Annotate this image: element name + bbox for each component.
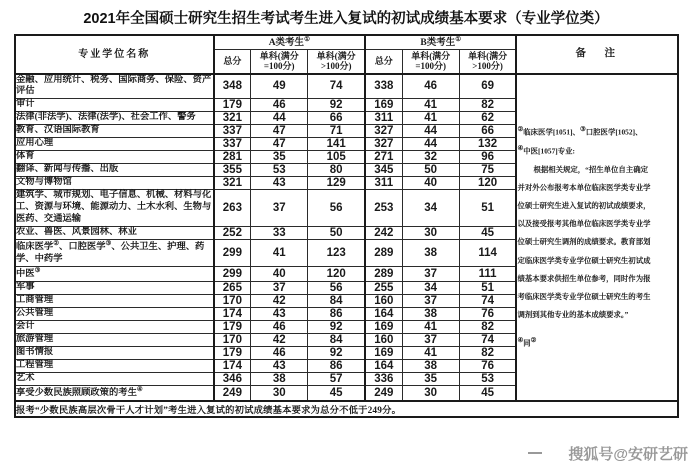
remark-line: 根据相关规定，“招生单位自主确定 xyxy=(533,164,648,174)
cell-a-single-eq100: 41 xyxy=(251,240,308,267)
footnote-row xyxy=(15,401,678,417)
cell-b-single-gt100: 45 xyxy=(459,227,516,240)
cell-a-single-gt100: 105 xyxy=(308,151,365,164)
cell-b-total: 345 xyxy=(365,164,402,177)
cell-b-single-eq100: 35 xyxy=(402,372,459,385)
cell-major-name: 会计 xyxy=(15,320,214,333)
remark-line: 定临床医学类专业学位硕士研究生初试成 xyxy=(517,255,651,265)
cell-b-single-eq100: 41 xyxy=(402,99,459,112)
footnote-marker: ② xyxy=(517,125,524,133)
header-group-a: A类考生① xyxy=(214,35,365,50)
cell-a-single-eq100: 38 xyxy=(251,372,308,385)
cell-b-total: 327 xyxy=(365,138,402,151)
cell-a-single-gt100: 80 xyxy=(308,164,365,177)
remark-line: 考临床医学类专业学位硕士研究生的考生 xyxy=(517,291,651,301)
cell-b-total: 311 xyxy=(365,177,402,190)
cell-b-total: 242 xyxy=(365,227,402,240)
cell-b-total: 255 xyxy=(365,281,402,294)
cell-b-single-eq100: 32 xyxy=(402,151,459,164)
header-major-name: 专业学位名称 xyxy=(15,35,214,74)
cell-b-total: 169 xyxy=(365,346,402,359)
cell-a-single-gt100: 92 xyxy=(308,346,365,359)
cell-major-name: 旅游管理 xyxy=(15,333,214,346)
footnote-marker: ④ xyxy=(136,385,143,393)
remark-line: 并对外公布报考本单位临床医学类专业学 xyxy=(517,183,651,193)
cell-b-single-gt100: 75 xyxy=(459,164,516,177)
cell-b-single-eq100: 41 xyxy=(402,320,459,333)
cell-a-single-gt100: 123 xyxy=(308,240,365,267)
cell-a-total: 299 xyxy=(214,266,251,281)
cell-b-single-gt100: 111 xyxy=(459,266,516,281)
score-requirements-table xyxy=(14,34,679,418)
footnote-marker: ④ xyxy=(517,145,524,153)
cell-b-total: 327 xyxy=(365,125,402,138)
cell-b-single-gt100: 62 xyxy=(459,112,516,125)
cell-a-single-gt100: 57 xyxy=(308,372,365,385)
cell-a-single-gt100: 92 xyxy=(308,320,365,333)
cell-major-name: 临床医学②、口腔医学③、公共卫生、护理、药学、中药学 xyxy=(15,240,214,267)
header-group-b: B类考生① xyxy=(365,35,516,50)
remark-line: ④同② xyxy=(517,337,537,348)
cell-b-total: 336 xyxy=(365,372,402,385)
cell-a-total: 179 xyxy=(214,346,251,359)
header-remark: 备 注 xyxy=(516,35,678,74)
cell-remark xyxy=(516,74,678,401)
footnote-marker: ② xyxy=(530,337,537,345)
cell-b-single-eq100: 37 xyxy=(402,266,459,281)
cell-b-single-eq100: 41 xyxy=(402,346,459,359)
cell-a-single-eq100: 42 xyxy=(251,333,308,346)
cell-a-single-gt100: 141 xyxy=(308,138,365,151)
cell-major-name: 翻译、新闻与传播、出版 xyxy=(15,164,214,177)
cell-a-single-gt100: 71 xyxy=(308,125,365,138)
cell-a-total: 337 xyxy=(214,138,251,151)
cell-major-name: 审计 xyxy=(15,99,214,112)
header-b-single-eq100: 单科(满分 =100分) xyxy=(402,50,459,74)
footnote-marker: ② xyxy=(53,240,60,248)
cell-a-single-gt100: 92 xyxy=(308,99,365,112)
header-a-total: 总分 xyxy=(214,50,251,74)
remark-line: ④中医[1057]专业: xyxy=(517,145,575,156)
header-a-single-eq100: 单科(满分 =100分) xyxy=(251,50,308,74)
cell-b-single-eq100: 34 xyxy=(402,281,459,294)
cell-b-single-gt100: 82 xyxy=(459,346,516,359)
cell-b-total: 311 xyxy=(365,112,402,125)
header-row-groups xyxy=(15,35,678,50)
cell-major-name: 法律(非法学)、法律(法学)、社会工作、警务 xyxy=(15,112,214,125)
cell-b-single-eq100: 38 xyxy=(402,240,459,267)
footnote-marker: ④ xyxy=(517,337,524,345)
cell-a-single-eq100: 49 xyxy=(251,74,308,99)
cell-a-single-eq100: 47 xyxy=(251,138,308,151)
cell-b-single-gt100: 53 xyxy=(459,372,516,385)
cell-major-name: 图书情报 xyxy=(15,346,214,359)
cell-b-total: 338 xyxy=(365,74,402,99)
cell-major-name: 公共管理 xyxy=(15,307,214,320)
cell-b-single-gt100: 74 xyxy=(459,294,516,307)
cell-major-name: 金融、应用统计、税务、国际商务、保险、资产评估 xyxy=(15,74,214,99)
cell-a-single-gt100: 120 xyxy=(308,266,365,281)
cell-a-single-eq100: 42 xyxy=(251,294,308,307)
cell-b-total: 289 xyxy=(365,240,402,267)
cell-b-single-eq100: 38 xyxy=(402,359,459,372)
cell-a-single-eq100: 35 xyxy=(251,151,308,164)
cell-major-name: 工商管理 xyxy=(15,294,214,307)
cell-major-name: 体育 xyxy=(15,151,214,164)
header-a-single-gt100: 单科(满分 >100分) xyxy=(308,50,365,74)
cell-b-single-eq100: 44 xyxy=(402,138,459,151)
cell-a-total: 321 xyxy=(214,112,251,125)
cell-a-single-gt100: 86 xyxy=(308,359,365,372)
cell-major-name: 建筑学、城市规划、电子信息、机械、材料与化工、资源与环境、能源动力、土木水利、生物与医药、交通运输 xyxy=(15,190,214,227)
footnote-marker: ① xyxy=(304,36,310,43)
cell-a-total: 179 xyxy=(214,320,251,333)
cell-a-total: 337 xyxy=(214,125,251,138)
cell-b-total: 289 xyxy=(365,266,402,281)
cell-b-single-eq100: 37 xyxy=(402,333,459,346)
cell-a-total: 321 xyxy=(214,177,251,190)
cell-a-total: 348 xyxy=(214,74,251,99)
cell-a-single-eq100: 33 xyxy=(251,227,308,240)
header-b-single-gt100: 单科(满分 >100分) xyxy=(459,50,516,74)
cell-a-single-eq100: 46 xyxy=(251,320,308,333)
cell-b-total: 160 xyxy=(365,294,402,307)
cell-b-single-eq100: 37 xyxy=(402,294,459,307)
watermark-dash xyxy=(528,452,542,454)
cell-a-single-gt100: 74 xyxy=(308,74,365,99)
cell-a-total: 252 xyxy=(214,227,251,240)
cell-b-single-gt100: 120 xyxy=(459,177,516,190)
cell-b-single-gt100: 76 xyxy=(459,307,516,320)
cell-a-single-gt100: 50 xyxy=(308,227,365,240)
cell-a-single-eq100: 46 xyxy=(251,346,308,359)
cell-b-single-eq100: 44 xyxy=(402,125,459,138)
cell-a-single-gt100: 84 xyxy=(308,294,365,307)
cell-a-single-gt100: 45 xyxy=(308,385,365,400)
cell-b-single-gt100: 69 xyxy=(459,74,516,99)
cell-major-name: 军事 xyxy=(15,281,214,294)
footnote-text: 报考“少数民族高层次骨干人才计划”考生进入复试的初试成绩基本要求为总分不低于249分。 xyxy=(15,401,678,417)
remark-line: 调剂到其他专业的基本成绩要求。” xyxy=(517,310,629,320)
cell-a-single-eq100: 43 xyxy=(251,177,308,190)
cell-a-total: 170 xyxy=(214,294,251,307)
cell-a-single-gt100: 56 xyxy=(308,281,365,294)
cell-b-single-eq100: 50 xyxy=(402,164,459,177)
cell-major-name: 应用心理 xyxy=(15,138,214,151)
cell-b-single-eq100: 30 xyxy=(402,227,459,240)
cell-a-total: 174 xyxy=(214,359,251,372)
remark-line: 以及接受报考其他单位临床医学类专业学 xyxy=(517,219,651,229)
cell-a-total: 174 xyxy=(214,307,251,320)
cell-b-single-eq100: 40 xyxy=(402,177,459,190)
cell-b-single-gt100: 45 xyxy=(459,385,516,400)
cell-b-total: 164 xyxy=(365,359,402,372)
cell-a-single-eq100: 30 xyxy=(251,385,308,400)
cell-a-total: 170 xyxy=(214,333,251,346)
cell-b-single-gt100: 76 xyxy=(459,359,516,372)
cell-a-total: 346 xyxy=(214,372,251,385)
cell-a-single-eq100: 37 xyxy=(251,190,308,227)
cell-b-single-eq100: 46 xyxy=(402,74,459,99)
cell-a-single-eq100: 46 xyxy=(251,99,308,112)
cell-b-total: 169 xyxy=(365,99,402,112)
cell-major-name: 工程管理 xyxy=(15,359,214,372)
cell-b-single-eq100: 30 xyxy=(402,385,459,400)
remark-line: 绩基本要求供招生单位参考，同时作为报 xyxy=(517,273,651,283)
cell-a-total: 281 xyxy=(214,151,251,164)
cell-a-total: 299 xyxy=(214,240,251,267)
cell-b-single-eq100: 34 xyxy=(402,190,459,227)
table-head xyxy=(15,35,678,74)
table-row xyxy=(15,74,678,99)
cell-major-name: 艺术 xyxy=(15,372,214,385)
cell-b-single-gt100: 51 xyxy=(459,281,516,294)
watermark: 搜狐号@安研艺研 xyxy=(568,446,688,463)
cell-b-total: 164 xyxy=(365,307,402,320)
page-title: 2021年全国硕士研究生招生考试考生进入复试的初试成绩基本要求（专业学位类） xyxy=(83,11,609,27)
cell-a-single-eq100: 47 xyxy=(251,125,308,138)
cell-major-name: 中医③ xyxy=(15,266,214,281)
cell-b-single-gt100: 74 xyxy=(459,333,516,346)
cell-b-total: 271 xyxy=(365,151,402,164)
header-b-total: 总分 xyxy=(365,50,402,74)
cell-major-name: 享受少数民族照顾政策的考生④ xyxy=(15,385,214,400)
cell-a-total: 355 xyxy=(214,164,251,177)
cell-b-single-gt100: 66 xyxy=(459,125,516,138)
cell-major-name: 文物与博物馆 xyxy=(15,177,214,190)
cell-major-name: 农业、兽医、风景园林、林业 xyxy=(15,227,214,240)
cell-a-single-gt100: 56 xyxy=(308,190,365,227)
cell-b-single-gt100: 51 xyxy=(459,190,516,227)
remark-line: 位硕士研究生进入复试的初试成绩要求， xyxy=(517,201,651,211)
cell-a-single-eq100: 40 xyxy=(251,266,308,281)
cell-b-single-gt100: 114 xyxy=(459,240,516,267)
cell-b-total: 160 xyxy=(365,333,402,346)
cell-a-total: 263 xyxy=(214,190,251,227)
remark-line: 位硕士研究生调剂的成绩要求。教育部划 xyxy=(517,237,651,247)
footnote-marker: ③ xyxy=(105,240,112,248)
cell-a-single-eq100: 53 xyxy=(251,164,308,177)
cell-a-total: 265 xyxy=(214,281,251,294)
cell-a-single-gt100: 129 xyxy=(308,177,365,190)
cell-b-total: 253 xyxy=(365,190,402,227)
cell-b-single-gt100: 132 xyxy=(459,138,516,151)
cell-major-name: 教育、汉语国际教育 xyxy=(15,125,214,138)
cell-b-total: 249 xyxy=(365,385,402,400)
cell-a-single-eq100: 43 xyxy=(251,307,308,320)
cell-b-single-eq100: 41 xyxy=(402,112,459,125)
remark-line: ②临床医学[1051]、③口腔医学[1052]、 xyxy=(517,125,643,137)
cell-a-total: 249 xyxy=(214,385,251,400)
cell-a-single-eq100: 43 xyxy=(251,359,308,372)
footnote-marker: ③ xyxy=(579,125,586,133)
cell-b-single-eq100: 38 xyxy=(402,307,459,320)
cell-a-single-gt100: 66 xyxy=(308,112,365,125)
cell-a-single-gt100: 84 xyxy=(308,333,365,346)
cell-b-single-gt100: 82 xyxy=(459,99,516,112)
cell-b-single-gt100: 96 xyxy=(459,151,516,164)
cell-a-single-eq100: 44 xyxy=(251,112,308,125)
footnote-marker: ③ xyxy=(34,266,41,274)
cell-b-single-gt100: 82 xyxy=(459,320,516,333)
table-body xyxy=(15,74,678,417)
footnote-marker: ① xyxy=(455,36,462,43)
cell-b-total: 169 xyxy=(365,320,402,333)
cell-a-single-gt100: 86 xyxy=(308,307,365,320)
cell-a-total: 179 xyxy=(214,99,251,112)
cell-a-single-eq100: 37 xyxy=(251,281,308,294)
